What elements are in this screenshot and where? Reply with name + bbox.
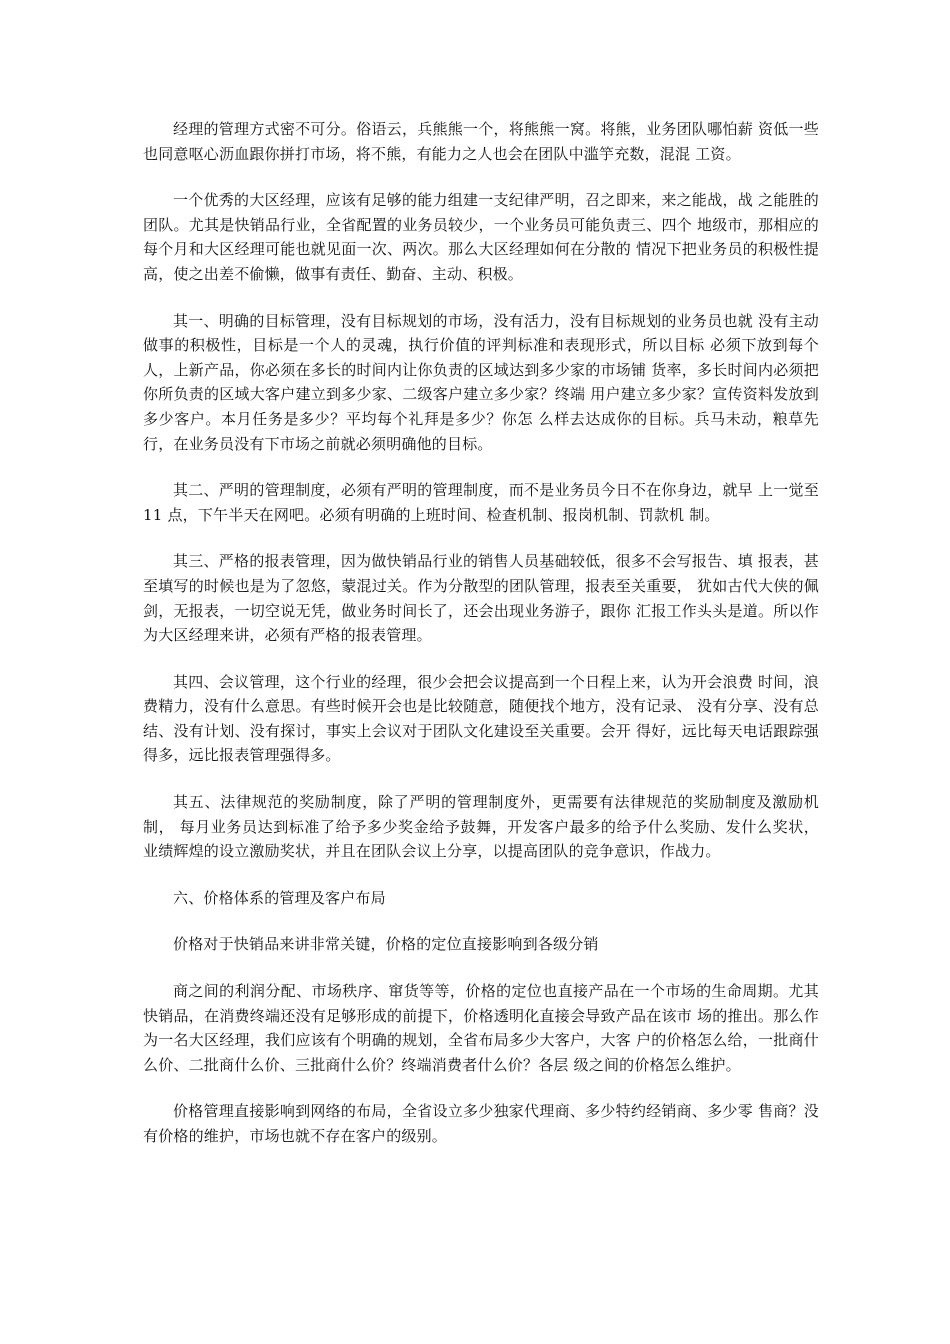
paragraph-price-profit-distribution: 商之间的利润分配、市场秩序、窜货等等，价格的定位也直接产品在一个市场的生命周期。尤其快销品，在消费终端还没有足够形成的前提下，价格透明化直接会导致产品在该市 场的推出。那么作为一名大区经理，我们应该有个明确的规划，全省布局多少大客户，大客 户的价格怎么给，一批商什么价、二批商什么价、三批商什么价？终端消费者什么价？各层 级之间的价格怎么维护。 <box>143 982 819 1074</box>
document-body <box>143 117 819 1171</box>
section-heading-price-system: 六、价格体系的管理及客户布局 <box>173 888 386 907</box>
paragraph-reward-system: 其五、法律规范的奖励制度，除了严明的管理制度外，更需要有法律规范的奖励制度及激励机制， 每月业务员达到标准了给予多少奖金给予鼓舞，开发客户最多的给予什么奖励、发什么奖状， 业绩辉煌的设立激励奖状，并且在团队会议上分享，以提高团队的竞争意识，作战力。 <box>143 793 819 861</box>
paragraph-meeting-management: 其四、会议管理，这个行业的经理，很少会把会议提高到一个日程上来，认为开会浪费 时间，浪费精力，没有什么意思。有些时候开会也是比较随意，随便找个地方，没有记录、 没有分享、没有总结、没有计划、没有探讨，事实上会议对于团队文化建设至关重要。会开 得好，远比每天电话跟踪强得多，远比报表管理强得多。 <box>143 672 819 765</box>
paragraph-report-management: 其三、严格的报表管理，因为做快销品行业的销售人员基础较低，很多不会写报告、填 报表，甚至填写的时候也是为了忽悠，蒙混过关。作为分散型的团队管理，报表至关重要， 犹如古代大侠的佩剑，无报表，一切空说无凭，做业务时间长了，还会出现业务游子，跟你 汇报工作头头是道。所以作为大区经理来讲，必须有严格的报表管理。 <box>143 552 819 645</box>
paragraph-excellent-regional-manager: 一个优秀的大区经理，应该有足够的能力组建一支纪律严明，召之即来，来之能战，战 之能胜的团队。尤其是快销品行业，全省配置的业务员较少，一个业务员可能负责三、四个 地级市，那相应的每个月和大区经理可能也就见面一次、两次。那么大区经理如何在分散的 情况下把业务员的积极性提高，使之出差不偷懒，做事有责任、勤奋、主动、积极。 <box>143 191 819 283</box>
paragraph-price-key: 价格对于快销品来讲非常关键，价格的定位直接影响到各级分销 <box>173 935 599 954</box>
paragraph-price-network-layout: 价格管理直接影响到网络的布局，全省设立多少独家代理商、多少特约经销商、多少零 售商？没有价格的维护，市场也就不存在客户的级别。 <box>143 1102 819 1145</box>
paragraph-goal-management: 其一、明确的目标管理，没有目标规划的市场，没有活力，没有目标规划的业务员也就 没有主动做事的积极性，目标是一个人的灵魂，执行价值的评判标准和表现形式，所以目标 必须下放到每个人，上新产品，你必须在多长的时间内让你负责的区域达到多少家的市场铺 货率，多长时间内必须把你所负责的区域大客户建立到多少家、二级客户建立多少家？终端 用户建立多少家？宣传资料发放到多少客户。本月任务是多少？平均每个礼拜是多少？你怎 么样去达成你的目标。兵马未动，粮草先行，在业务员没有下市场之前就必须明确他的目标。 <box>143 311 819 453</box>
paragraph-intro-manager-style: 经理的管理方式密不可分。俗语云，兵熊熊一个，将熊熊一窝。将熊，业务团队哪怕薪 资低一些也同意呕心沥血跟你拼打市场，将不熊，有能力之人也会在团队中滥竽充数，混混 工资。 <box>143 120 819 163</box>
paragraph-management-system: 其二、严明的管理制度，必须有严明的管理制度，而不是业务员今日不在你身边，就早 上一觉至 11 点，下午半天在网吧。必须有明确的上班时间、检查机制、报岗机制、罚款机 制。 <box>143 481 819 524</box>
